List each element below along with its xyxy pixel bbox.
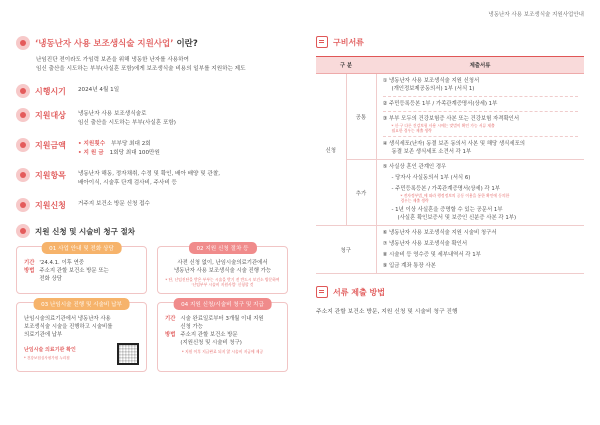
left-column — [16, 36, 288, 372]
step-3 — [16, 302, 147, 372]
intro-title-program: ‘냉동난자 사용 보조생식술 지원사업’ — [35, 39, 174, 49]
info-amount-label: 지원금액 — [35, 140, 66, 150]
list-item: ② 주민등록등본 1부 / 가족관계증명서(상세) 1부 — [382, 101, 498, 107]
step-3-line: 보조생식술 시술을 진행하고 시술비를 — [24, 324, 113, 330]
list-item: ⑥ 냉동난자 사용 보조생식술 지원 시술비 청구서 — [382, 230, 497, 236]
qr-label: 난임시술 의료기관 확인 — [24, 347, 76, 353]
list-item: ⑨ 입금 계좌 통장 사본 — [382, 263, 436, 269]
people-icon — [16, 108, 30, 122]
table-row — [316, 160, 584, 226]
amount-count-value: 부부당 최대 2회 — [111, 141, 151, 147]
step-4-period-line: 신청 가능 — [180, 324, 203, 330]
list-item: - 당자사 사실동의서 1부 (서식 6) — [391, 175, 471, 181]
step-2-header: 02 지원 신청 절차 등 — [188, 242, 256, 254]
documents-title: 구비서류 — [316, 36, 584, 48]
intro-title — [16, 36, 288, 50]
step-2 — [157, 246, 288, 294]
page-header-title: 냉동난자 사용 보조생식술 지원사업안내 — [488, 12, 584, 18]
info-apply — [16, 198, 288, 212]
calendar-icon — [16, 84, 30, 98]
col-docs-header: 제출서류 — [376, 57, 584, 74]
method-title: 서류 제출 방법 — [316, 286, 584, 298]
list-item: ① 냉동난자 사용 보조생식술 지원 신청서 (개인정보제공동의서) 1부 (서식 1) — [382, 78, 480, 92]
step-1-method-line: 주소지 관할 보건소 방문 또는 — [39, 268, 109, 274]
info-items-line: 배아이식, 시술후 단계 검사비, 주사비 등 — [78, 180, 177, 186]
amount-count-key: • 지원횟수 — [78, 141, 106, 147]
clipboard-icon — [316, 286, 328, 298]
step-2-note: '난임부부 시술비 지원사업' 신청할 것 — [191, 282, 254, 287]
list-item: ④ 생식세포(난자) 동결 보존 동의서 사본 및 해당 생식세포의 동결 보존 생식세포 소견서 각 1부 — [382, 141, 526, 155]
clipboard-icon — [316, 36, 328, 48]
document-icon — [16, 198, 30, 212]
step-2-line: 냉동난자 사용 보조생식술 시술 진행 가능 — [173, 268, 272, 274]
list-item: ⑦ 냉동난자 사용 보조생식술 확인서 — [382, 241, 468, 247]
amount-money-value: 1회당 최대 100만원 — [109, 150, 160, 156]
subcategory-common: 공통 — [346, 74, 376, 160]
step-1-period-key: 기간 — [24, 260, 35, 266]
info-target-label: 지원대상 — [35, 110, 66, 120]
step-4-period-key: 기간 — [165, 316, 176, 322]
info-apply-label: 지원신청 — [35, 200, 66, 210]
list-item: - 주민등록등본 / 가족관계증명서(상세) 각 1부 * 전자정부법_에 따라 행정정보의 공동 이용을 통한 확인에 동의한 경우는 제출 생략 — [391, 186, 510, 203]
intro-title-suffix: 이란? — [173, 39, 198, 49]
step-4-method-key: 방법 — [165, 332, 176, 338]
col-type-header: 구 분 — [316, 57, 376, 74]
documents-table — [316, 56, 584, 274]
step-3-header: 03 난임시술 진행 및 시술비 납부 — [33, 298, 130, 310]
amount-money-key: • 지 원 금 — [78, 150, 104, 156]
qr-note: * 건강보험심사평가원 누리집 — [24, 356, 70, 360]
info-start — [16, 84, 288, 98]
step-4 — [157, 302, 288, 372]
step-4-header: 04 지원 신청/시술비 청구 및 지급 — [173, 298, 272, 310]
step-4-note: * 지원 이후 지급완료 되지 않 시술비 지급에 제공 — [181, 349, 264, 354]
info-target — [16, 108, 288, 128]
step-4-method-line: 주소지 관할 보건소 방문 — [180, 332, 238, 338]
list-item: ⑤ 사실상 혼인 관계인 경우 — [382, 164, 447, 170]
procedure-steps — [16, 246, 288, 372]
subcategory-extra: 추가 — [346, 160, 376, 226]
target-icon — [16, 224, 30, 238]
list-item: ⑧ 시술비 등 영수증 및 세부내역서 각 1부 — [382, 252, 481, 258]
category-apply: 신청 — [316, 74, 346, 226]
table-row — [316, 226, 584, 274]
method-text: 주소지 관할 보건소 방문, 지원 신청 및 시술비 청구 진행 — [316, 309, 458, 315]
info-items-label: 지원항목 — [35, 170, 66, 180]
intro-description — [36, 56, 288, 74]
step-1-header: 01 사업 안내 및 전화 상담 — [41, 242, 122, 254]
step-1 — [16, 246, 147, 294]
procedure-title: 지원 신청 및 시술비 청구 절차 — [16, 224, 288, 238]
step-1-method-key: 방법 — [24, 268, 35, 274]
info-target-line: 냉동난자 사용 보조생식술로 — [78, 111, 147, 117]
intro-line: 임신 출산을 시도하는 부부(사실혼 포함)에게 보조생식술 비용의 일부를 지원하는 제도 — [36, 66, 246, 72]
step-2-note: * 단, 난임진단을 받은 부부는 시술을 받기 전 반드시 보건소 방문하여 — [165, 277, 280, 282]
step-2-line: 사전 신청 없이, 난임시술의료기관에서 — [177, 260, 268, 266]
intro-line: 난임진단 전이라도 가임력 보존을 위해 냉동한 난자를 사용하여 — [36, 57, 189, 63]
info-start-label: 시행시기 — [35, 86, 66, 96]
step-4-method-line: (지원신청 및 시술비 청구) — [180, 340, 242, 346]
list-item: - 1년 이상 사실혼을 증명할 수 있는 공문서 1부 (사실혼 확인보증서 및 보증인 신분증 사본 각 1부) — [391, 207, 517, 221]
step-4-period-line: 시술 완료일로부터 3개월 이내 지원 — [180, 316, 264, 322]
list-icon — [16, 168, 30, 182]
target-icon — [16, 36, 30, 50]
info-items-line: 냉동난자 해동, 정자채취, 수정 및 확인, 배아 배양 및 관찰, — [78, 171, 220, 177]
step-3-line: 의료기관에 납부 — [24, 332, 63, 338]
info-apply-value: 거주지 보건소 방문 신청 접수 — [78, 201, 150, 207]
list-item: ③ 부부 모두의 건강보험증 사본 또는 건강보험 자격확인서 * 신·구 다른 건강보험 사용 시에는 맞벌이 확인 가능 서류 제출 필요한 경우는 제출 생략 — [382, 116, 520, 133]
right-column — [316, 36, 584, 315]
info-target-line: 임신 출산을 시도하는 부부(사실혼 포함) — [78, 120, 176, 126]
info-amount — [16, 138, 288, 158]
info-start-value: 2024년 4월 1일 — [78, 87, 120, 93]
table-row — [316, 74, 584, 160]
qr-code-icon[interactable] — [117, 343, 139, 365]
step-1-period-value: '24.4.1. 이후 연중 — [39, 260, 85, 266]
step-1-method-line: 전화 상담 — [39, 276, 62, 282]
step-3-line: 난임시술의료기관에서 냉동난자 사용 — [24, 316, 111, 322]
coin-icon — [16, 138, 30, 152]
info-items — [16, 168, 288, 188]
category-claim: 청구 — [316, 226, 376, 274]
